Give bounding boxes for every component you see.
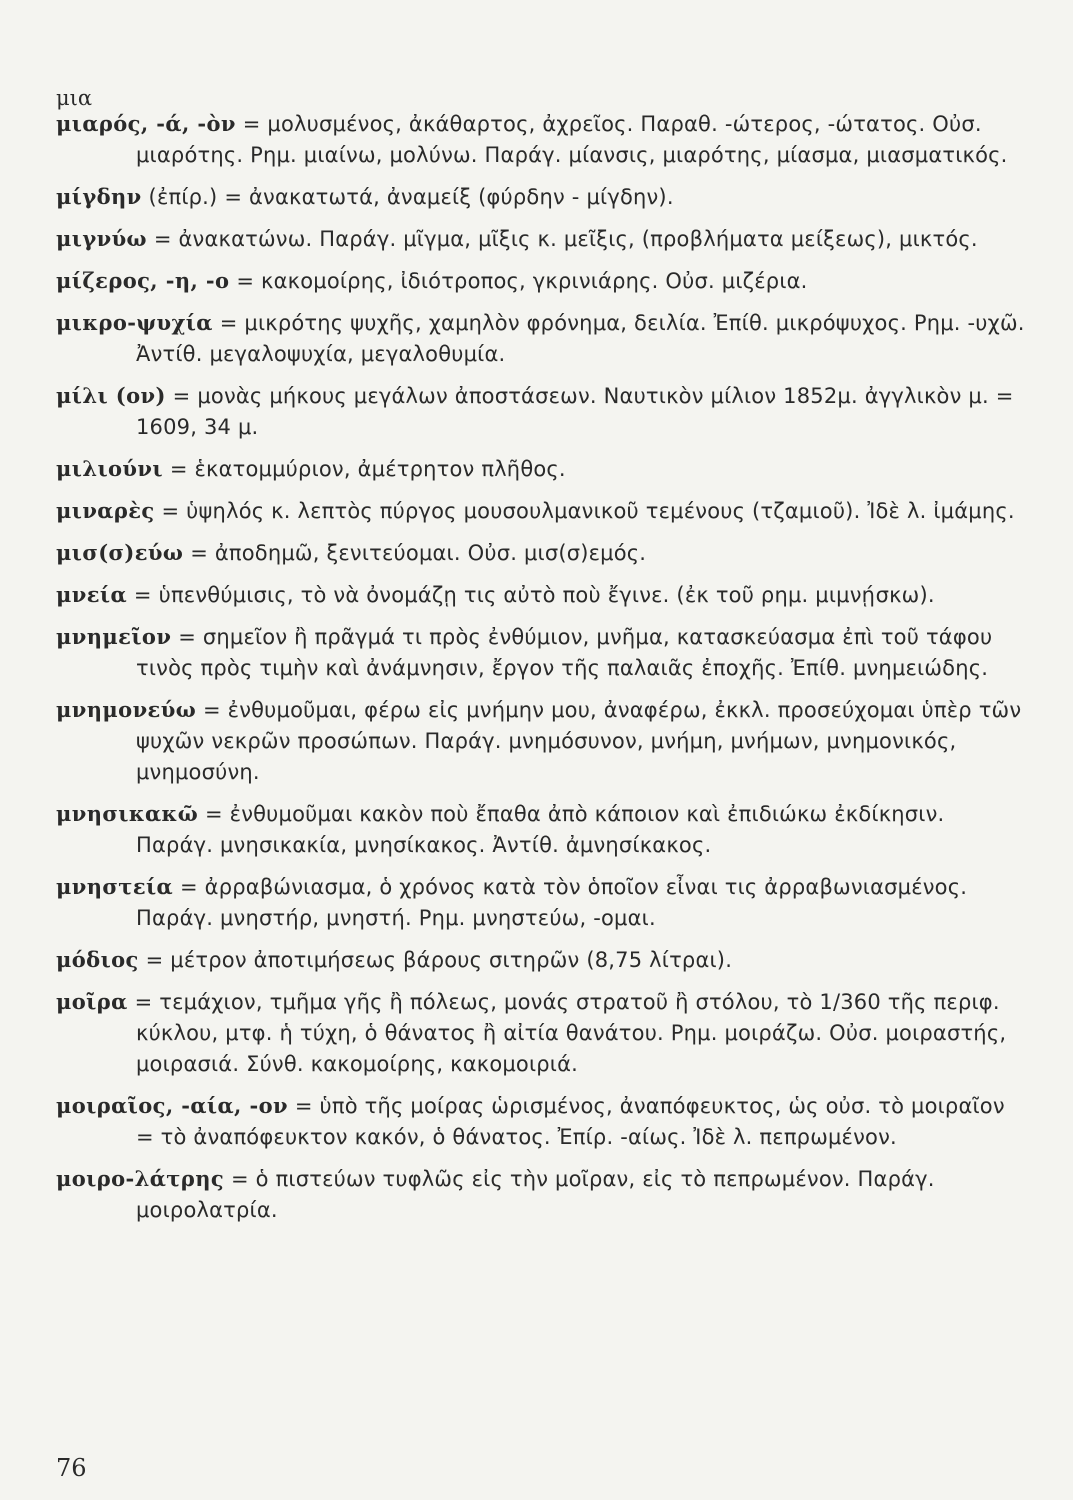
dictionary-entry (56, 871, 1026, 934)
entry-definition: = μέτρον ἀποτιμήσεως βάρους σιτηρῶν (8,75 λίτραι). (145, 948, 733, 972)
entry-lemma: μικρο-ψυχία (56, 310, 213, 335)
dictionary-entry (56, 181, 1026, 213)
entry-lemma: μίγδην (56, 184, 142, 209)
dictionary-entry (56, 944, 1026, 976)
entry-definition: = ὁ πιστεύων τυφλῶς εἰς τὴν μοῖραν, εἰς τὸ πεπρωμένον. Παράγ. μοιρολατρία. (136, 1167, 935, 1222)
dictionary-entry (56, 621, 1026, 684)
entry-lemma: μνημεῖον (56, 624, 172, 649)
entry-lemma: μιλιούνι (56, 456, 163, 481)
entry-lemma: μνησικακῶ (56, 801, 199, 826)
entry-definition: = μονὰς μήκους μεγάλων ἀποστάσεων. Ναυτικὸν μίλιον 1852μ. ἀγγλικὸν μ. = 1609, 34 μ. (136, 384, 1014, 439)
dictionary-entry (56, 1163, 1026, 1226)
dictionary-entry (56, 223, 1026, 255)
entry-definition: = μικρότης ψυχῆς, χαμηλὸν φρόνημα, δειλία. Ἐπίθ. μικρόψυχος. Ρημ. -υχῶ. Ἀντίθ. μεγαλοψυχία, μεγαλοθυμία. (136, 311, 1025, 366)
entry-lemma: μοιραῖος, -αία, -ον (56, 1093, 288, 1118)
entry-definition: = ἀρραβώνιασμα, ὁ χρόνος κατὰ τὸν ὁποῖον εἶναι τις ἀρραβωνιασμένος. Παράγ. μνηστήρ, μνηστή. Ρημ. μνηστεύω, -ομαι. (136, 875, 968, 930)
entry-definition: = ἀνακατώνω. Παράγ. μῖγμα, μῖξις κ. μεῖξις, (προβλήματα μείξεως), μικτός. (153, 227, 978, 251)
entry-definition: = ἐνθυμοῦμαι, φέρω εἰς μνήμην μου, ἀναφέρω, ἐκκλ. προσεύχομαι ὑπὲρ τῶν ψυχῶν νεκρῶν προσώπων. Παράγ. μνημόσυνον, μνήμη, μνήμων, μνημονικός, μνημοσύνη. (136, 698, 1022, 784)
entry-definition: = σημεῖον ἢ πρᾶγμά τι πρὸς ἐνθύμιον, μνῆμα, κατασκεύασμα ἐπὶ τοῦ τάφου τινὸς πρὸς τιμὴν καὶ ἀνάμνησιν, ἔργον τῆς παλαιᾶς ἐποχῆς. Ἐπίθ. μνημειώδης. (136, 625, 993, 680)
page-number: 76 (56, 1454, 87, 1482)
dictionary-entry (56, 265, 1026, 297)
entry-definition: = ὑπενθύμισις, τὸ νὰ ὀνομάζῃ τις αὐτὸ ποὺ ἔγινε. (ἐκ τοῦ ρημ. μιμνῄσκω). (133, 583, 935, 607)
entry-lemma: μνημονεύω (56, 697, 197, 722)
dictionary-entry (56, 495, 1026, 527)
dictionary-entry (56, 694, 1026, 788)
dictionary-entry (56, 307, 1026, 370)
entry-definition: = ὑπὸ τῆς μοίρας ὡρισμένος, ἀναπόφευκτος, ὡς οὐσ. τὸ μοιραῖον = τὸ ἀναπόφευκτον κακόν, ὁ θάνατος. Ἐπίρ. -αίως. Ἰδὲ λ. πεπρωμένον. (136, 1094, 1005, 1149)
entry-lemma: μιαρός, -ά, -ὸν (56, 111, 236, 136)
entry-definition: = ὑψηλός κ. λεπτὸς πύργος μουσουλμανικοῦ τεμένους (τζαμιοῦ). Ἰδὲ λ. ἰμάμης. (161, 499, 1015, 523)
entry-lemma: μνεία (56, 582, 128, 607)
entry-list (56, 108, 1026, 1236)
running-header-word: μια (56, 86, 93, 110)
entry-lemma: μίλι (ον) (56, 383, 166, 408)
entry-definition: = τεμάχιον, τμῆμα γῆς ἢ πόλεως, μονάς στρατοῦ ἢ στόλου, τὸ 1/360 τῆς περιφ. κύκλου, μτφ. ἡ τύχη, ὁ θάνατος ἢ αἰτία θανάτου. Ρημ. μοιράζω. Οὐσ. μοιραστής, μοιρασιά. Σύνθ. κακομοίρης, κακομοιριά. (134, 990, 1007, 1076)
dictionary-entry (56, 108, 1026, 171)
entry-definition: = κακομοίρης, ἰδιότροπος, γκρινιάρης. Οὐσ. μιζέρια. (236, 269, 808, 293)
entry-lemma: μιγνύω (56, 226, 147, 251)
entry-lemma: μίζερος, -η, -ο (56, 268, 230, 293)
entry-lemma: μόδιος (56, 947, 139, 972)
entry-lemma: μοιρο-λάτρης (56, 1166, 225, 1191)
entry-definition: = ἑκατομμύριον, ἀμέτρητον πλῆθος. (169, 457, 566, 481)
dictionary-entry (56, 380, 1026, 443)
dictionary-entry (56, 453, 1026, 485)
dictionary-entry (56, 579, 1026, 611)
entry-definition: = ἐνθυμοῦμαι κακὸν ποὺ ἔπαθα ἀπὸ κάποιον καὶ ἐπιδιώκω ἐκδίκησιν. Παράγ. μνησικακία, μνησίκακος. Ἀντίθ. ἀμνησίκακος. (136, 802, 945, 857)
entry-lemma: μιναρὲς (56, 498, 155, 523)
entry-lemma: μοῖρα (56, 989, 128, 1014)
dictionary-entry (56, 537, 1026, 569)
dictionary-entry (56, 798, 1026, 861)
entry-lemma: μισ(σ)εύω (56, 540, 184, 565)
entry-definition: (ἐπίρ.) = ἀνακατωτά, ἀναμείξ (φύρδην - μίγδην). (148, 185, 674, 209)
entry-definition: = ἀποδημῶ, ξενιτεύομαι. Οὐσ. μισ(σ)εμός. (190, 541, 647, 565)
entry-lemma: μνηστεία (56, 874, 174, 899)
entry-definition: = μολυσμένος, ἀκάθαρτος, ἀχρεῖος. Παραθ. -ώτερος, -ώτατος. Οὐσ. μιαρότης. Ρημ. μιαίνω, μολύνω. Παράγ. μίανσις, μιαρότης, μίασμα, μιασματικός. (136, 112, 1008, 167)
dictionary-entry (56, 986, 1026, 1080)
dictionary-entry (56, 1090, 1026, 1153)
